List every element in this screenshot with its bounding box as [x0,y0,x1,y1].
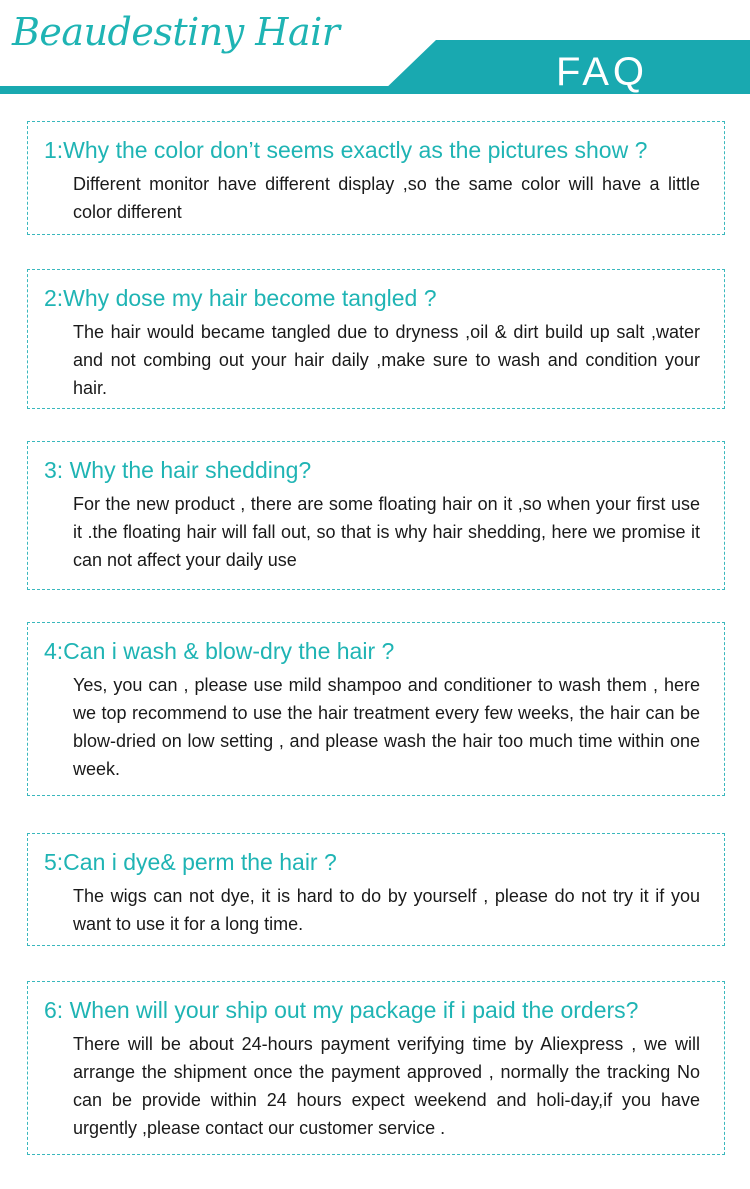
faq-question: 1:Why the color don’t seems exactly as the pictures show ? [44,137,648,163]
faq-answer: There will be about 24-hours payment verifying time by Aliexpress , we will arrange the shipment once the payment approved , normally the tracking No can be provide within 24 hours expect weekend and holi-day,if you have urgently ,please contact our customer service . [73,1034,700,1138]
faq-item-4 [27,622,725,796]
faq-answer: The wigs can not dye, it is hard to do by yourself , please do not try it if you want to use it for a long time. [73,886,700,934]
faq-item-2 [27,269,725,409]
faq-question: 5:Can i dye& perm the hair ? [44,849,337,875]
faq-answer: For the new product , there are some floating hair on it ,so when your first use it .the floating hair will fall out, so that is why hair shedding, here we promise it can not affect your daily use [73,494,700,570]
faq-question: 3: Why the hair shedding? [44,457,312,483]
faq-answer: Different monitor have different display ,so the same color will have a little color different [73,174,700,222]
faq-item-6 [27,981,725,1155]
faq-item-3 [27,441,725,590]
faq-question: 6: When will your ship out my package if i paid the orders? [44,997,639,1023]
brand-logo: Beaudestiny Hair [12,10,340,54]
faq-answer: Yes, you can , please use mild shampoo and conditioner to wash them , here we top recommend to use the hair treatment every few weeks, the hair can be blow-dried on low setting , and please wash the hair too much time within one week. [73,675,700,779]
faq-question: 2:Why dose my hair become tangled ? [44,285,437,311]
page-header [0,0,750,100]
faq-item-5 [27,833,725,946]
faq-item-1 [27,121,725,235]
faq-question: 4:Can i wash & blow-dry the hair ? [44,638,395,664]
faq-answer: The hair would became tangled due to dryness ,oil & dirt build up salt ,water and not combing out your hair daily ,make sure to wash and condition your hair. [73,322,700,398]
faq-section-label: FAQ [556,50,649,94]
